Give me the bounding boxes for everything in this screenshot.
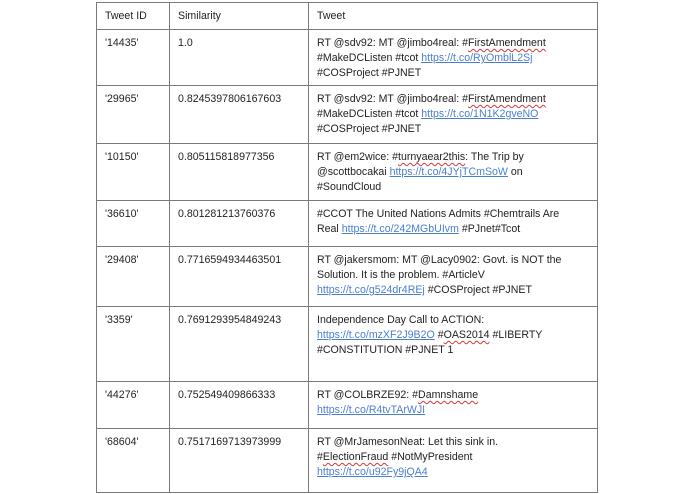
tweet-text: RT @sdv92: MT @jimbo4real: # bbox=[317, 37, 469, 49]
spellcheck-flagged-word: ElectionFraud bbox=[322, 451, 389, 463]
similarity-cell: 0.7517169713973999 bbox=[170, 429, 309, 493]
tweet-text: Independence Day Call to ACTION: bbox=[317, 314, 485, 326]
tweet-text: on bbox=[507, 166, 523, 178]
tweet-id-cell: '36610' bbox=[97, 201, 170, 247]
tweet-text: #CCOT The United Nations Admits #Chemtrails Are bbox=[317, 208, 560, 220]
tweet-text-cell bbox=[309, 247, 598, 307]
tweet-text: # bbox=[317, 451, 323, 463]
tweet-text: Solution. It is the problem. #ArticleV bbox=[317, 269, 485, 281]
tweet-id-cell: '29965' bbox=[97, 86, 170, 144]
tweet-link[interactable]: https://t.co/RyOmblL2Sj bbox=[421, 52, 533, 64]
tweet-link[interactable]: https://t.co/g524dr4REj bbox=[317, 284, 425, 296]
tweet-text: RT @COLBRZE92: # bbox=[317, 389, 419, 401]
similarity-cell: 0.805115818977356 bbox=[170, 144, 309, 201]
table-header-row bbox=[97, 3, 598, 30]
similarity-cell: 0.8245397806167603 bbox=[170, 86, 309, 144]
tweet-text: #LIBERTY bbox=[489, 329, 543, 341]
tweet-text: #COSProject #PJNET bbox=[424, 284, 532, 296]
tweet-text-cell bbox=[309, 201, 598, 247]
table-row bbox=[97, 30, 598, 86]
tweet-id-cell: '44276' bbox=[97, 382, 170, 429]
tweet-text: #CONSTITUTION #PJNET 1 bbox=[317, 344, 454, 356]
tweet-link[interactable]: https://t.co/242MGbUIvm bbox=[341, 223, 459, 235]
tweet-text: RT @sdv92: MT @jimbo4real: # bbox=[317, 93, 469, 105]
table-row bbox=[97, 86, 598, 144]
tweet-id-cell: '14435' bbox=[97, 30, 170, 86]
tweet-text-cell bbox=[309, 86, 598, 144]
tweet-text: @scottbocakai bbox=[317, 166, 390, 178]
tweet-text: #SoundCloud bbox=[317, 181, 382, 193]
tweet-text: #MakeDCListen #tcot bbox=[317, 108, 422, 120]
spellcheck-flagged-word: Damnshame bbox=[418, 389, 479, 401]
table-row bbox=[97, 429, 598, 493]
tweet-text: #MakeDCListen #tcot bbox=[317, 52, 422, 64]
tweet-text: : The Trip by bbox=[465, 151, 524, 163]
similarity-cell: 0.7691293954849243 bbox=[170, 307, 309, 382]
tweet-text: #NotMyPresident bbox=[388, 451, 473, 463]
tweet-id-cell: '3359' bbox=[97, 307, 170, 382]
similarity-cell: 0.752549409866333 bbox=[170, 382, 309, 429]
tweet-text-cell bbox=[309, 30, 598, 86]
table-row bbox=[97, 201, 598, 247]
header-tweet: Tweet bbox=[309, 3, 598, 30]
spellcheck-flagged-word: FirstAmendment bbox=[468, 37, 546, 49]
tweet-id-cell: '10150' bbox=[97, 144, 170, 201]
tweet-text: RT @em2wice: # bbox=[317, 151, 399, 163]
tweet-id-cell: '68604' bbox=[97, 429, 170, 493]
similarity-cell: 0.801281213760376 bbox=[170, 201, 309, 247]
tweet-text: Real bbox=[317, 223, 342, 235]
tweet-text-cell bbox=[309, 429, 598, 493]
header-tweet-id: Tweet ID bbox=[97, 3, 170, 30]
spellcheck-flagged-word: turnyaear2this bbox=[398, 151, 466, 163]
table-row bbox=[97, 382, 598, 429]
tweet-text-cell bbox=[309, 144, 598, 201]
tweet-link[interactable]: https://t.co/R4tvTArWJI bbox=[317, 404, 426, 416]
tweet-link[interactable]: https://t.co/1N1K2gveNO bbox=[421, 108, 539, 120]
tweet-id-cell: '29408' bbox=[97, 247, 170, 307]
tweet-link[interactable]: https://t.co/u92Fy9jQA4 bbox=[317, 466, 428, 478]
spellcheck-flagged-word: FirstAmendment bbox=[468, 93, 546, 105]
tweet-text: #COSProject #PJNET bbox=[317, 123, 422, 135]
tweet-text-cell bbox=[309, 307, 598, 382]
tweet-text-cell bbox=[309, 382, 598, 429]
table-row bbox=[97, 247, 598, 307]
tweet-text: RT @jakersmom: MT @Lacy0902: Govt. is NOT the bbox=[317, 254, 562, 266]
tweet-link[interactable]: https://t.co/4JYjTCmSoW bbox=[389, 166, 508, 178]
similarity-cell: 0.7716594934463501 bbox=[170, 247, 309, 307]
tweet-text: RT @MrJamesonNeat: Let this sink in. bbox=[317, 436, 499, 448]
tweet-text: #COSProject #PJNET bbox=[317, 67, 422, 79]
tweet-text: #PJnet#Tcot bbox=[458, 223, 521, 235]
table-row bbox=[97, 144, 598, 201]
table-row bbox=[97, 307, 598, 382]
similarity-cell: 1.0 bbox=[170, 30, 309, 86]
tweet-link[interactable]: https://t.co/mzXF2J9B2O bbox=[317, 329, 435, 341]
spellcheck-flagged-word: OAS2014 bbox=[443, 329, 490, 341]
header-similarity: Similarity bbox=[170, 3, 309, 30]
tweet-text: # bbox=[434, 329, 444, 341]
tweet-similarity-table bbox=[96, 2, 598, 493]
